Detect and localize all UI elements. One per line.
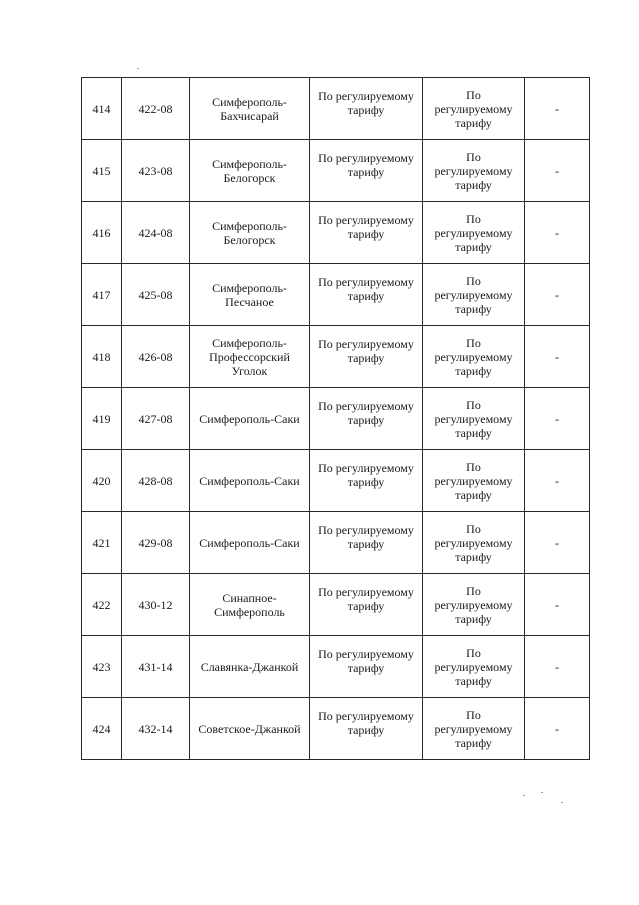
registration-number-cell: [122, 636, 190, 698]
dash-value: -: [555, 597, 559, 612]
tariff-type-line: По: [466, 645, 481, 660]
tariff-type-cell: [423, 78, 525, 140]
table-row: [82, 574, 590, 636]
extra-cell: [525, 326, 590, 388]
tariff-text: По регулируемому тарифу: [318, 88, 414, 117]
extra-cell: [525, 636, 590, 698]
table-row: [82, 636, 590, 698]
registration-number-cell: [122, 326, 190, 388]
extra-cell: [525, 264, 590, 326]
tariff-type-cell: [423, 636, 525, 698]
table-row: [82, 326, 590, 388]
tariff-type-line: тарифу: [455, 425, 492, 440]
route-name-line: Песчаное: [225, 294, 274, 309]
route-name-line: Белогорск: [223, 232, 276, 247]
tariff-type-line: тарифу: [455, 239, 492, 254]
extra-cell: [525, 140, 590, 202]
row-number: 419: [92, 411, 111, 426]
tariff-cell: [310, 202, 423, 264]
row-number: 416: [92, 225, 111, 240]
registration-number: 427-08: [138, 411, 173, 426]
row-number: 421: [92, 535, 111, 550]
tariff-type-line: регулируемому: [434, 411, 513, 426]
tariff-text: По регулируемому тарифу: [318, 274, 414, 303]
routes-table: [81, 77, 590, 760]
tariff-cell: [310, 264, 423, 326]
tariff-cell: [310, 326, 423, 388]
tariff-type-line: тарифу: [455, 487, 492, 502]
tariff-type-line: По: [466, 87, 481, 102]
registration-number: 430-12: [138, 597, 173, 612]
tariff-type-line: регулируемому: [434, 287, 513, 302]
tariff-cell: [310, 636, 423, 698]
table-row: [82, 698, 590, 760]
registration-number-cell: [122, 202, 190, 264]
extra-cell: [525, 512, 590, 574]
dash-value: -: [555, 163, 559, 178]
route-name-line: Славянка-Джанкой: [200, 659, 299, 674]
row-number-cell: [82, 512, 122, 574]
tariff-type-line: По: [466, 583, 481, 598]
route-name-line: Симферополь-: [212, 335, 287, 350]
row-number-cell: [82, 202, 122, 264]
dash-value: -: [555, 349, 559, 364]
row-number: 417: [92, 287, 111, 302]
route-name-line: Синапное-: [222, 590, 277, 605]
tariff-type-line: регулируемому: [434, 721, 513, 736]
route-name-cell: [190, 698, 310, 760]
route-name-line: Белогорск: [223, 170, 276, 185]
route-name-cell: [190, 388, 310, 450]
route-name-line: Симферополь: [214, 604, 285, 619]
tariff-type-cell: [423, 574, 525, 636]
tariff-type-line: тарифу: [455, 115, 492, 130]
tariff-type-line: регулируемому: [434, 535, 513, 550]
row-number-cell: [82, 78, 122, 140]
registration-number: 431-14: [138, 659, 173, 674]
extra-cell: [525, 698, 590, 760]
routes-table-body: [82, 78, 590, 760]
registration-number: 426-08: [138, 349, 173, 364]
tariff-cell: [310, 78, 423, 140]
scan-speck: [523, 795, 525, 796]
tariff-type-line: тарифу: [455, 363, 492, 378]
registration-number: 428-08: [138, 473, 173, 488]
route-name-cell: [190, 636, 310, 698]
tariff-text: По регулируемому тарифу: [318, 398, 414, 427]
tariff-type-cell: [423, 202, 525, 264]
route-name-cell: [190, 264, 310, 326]
tariff-text: По регулируемому тарифу: [318, 584, 414, 613]
dash-value: -: [555, 659, 559, 674]
registration-number: 423-08: [138, 163, 173, 178]
tariff-text: По регулируемому тарифу: [318, 336, 414, 365]
dash-value: -: [555, 287, 559, 302]
extra-cell: [525, 388, 590, 450]
row-number: 423: [92, 659, 111, 674]
registration-number-cell: [122, 698, 190, 760]
table-row: [82, 202, 590, 264]
route-name-cell: [190, 574, 310, 636]
tariff-type-line: регулируемому: [434, 163, 513, 178]
tariff-type-line: По: [466, 707, 481, 722]
tariff-type-cell: [423, 264, 525, 326]
tariff-type-cell: [423, 512, 525, 574]
tariff-type-line: тарифу: [455, 673, 492, 688]
registration-number: 432-14: [138, 721, 173, 736]
route-name-cell: [190, 326, 310, 388]
table-row: [82, 512, 590, 574]
route-name-line: Советское-Джанкой: [198, 721, 301, 736]
tariff-type-line: регулируемому: [434, 225, 513, 240]
tariff-type-line: регулируемому: [434, 659, 513, 674]
route-name-cell: [190, 512, 310, 574]
tariff-type-line: регулируемому: [434, 597, 513, 612]
scan-speck: [137, 68, 139, 69]
tariff-cell: [310, 140, 423, 202]
registration-number: 424-08: [138, 225, 173, 240]
registration-number-cell: [122, 388, 190, 450]
table-row: [82, 388, 590, 450]
row-number: 420: [92, 473, 111, 488]
tariff-type-line: регулируемому: [434, 101, 513, 116]
scan-speck: [561, 802, 563, 803]
table-row: [82, 140, 590, 202]
row-number-cell: [82, 264, 122, 326]
tariff-type-line: По: [466, 149, 481, 164]
route-name-line: Симферополь-: [212, 156, 287, 171]
tariff-type-line: По: [466, 459, 481, 474]
tariff-cell: [310, 450, 423, 512]
tariff-type-cell: [423, 140, 525, 202]
row-number-cell: [82, 574, 122, 636]
dash-value: -: [555, 225, 559, 240]
tariff-type-line: По: [466, 211, 481, 226]
registration-number-cell: [122, 140, 190, 202]
tariff-type-cell: [423, 450, 525, 512]
tariff-type-cell: [423, 388, 525, 450]
tariff-type-cell: [423, 326, 525, 388]
row-number: 424: [92, 721, 111, 736]
route-name-line: Симферополь-: [212, 280, 287, 295]
registration-number-cell: [122, 450, 190, 512]
dash-value: -: [555, 411, 559, 426]
tariff-type-line: По: [466, 397, 481, 412]
route-name-line: Уголок: [231, 363, 268, 378]
tariff-text: По регулируемому тарифу: [318, 522, 414, 551]
route-name-cell: [190, 202, 310, 264]
extra-cell: [525, 574, 590, 636]
route-name-line: Симферополь-Саки: [199, 411, 300, 426]
tariff-type-line: регулируемому: [434, 349, 513, 364]
tariff-text: По регулируемому тарифу: [318, 460, 414, 489]
tariff-type-line: тарифу: [455, 611, 492, 626]
dash-value: -: [555, 721, 559, 736]
tariff-cell: [310, 698, 423, 760]
registration-number-cell: [122, 78, 190, 140]
dash-value: -: [555, 535, 559, 550]
table-row: [82, 78, 590, 140]
row-number: 415: [92, 163, 111, 178]
route-name-line: Симферополь-: [212, 218, 287, 233]
extra-cell: [525, 78, 590, 140]
table-row: [82, 264, 590, 326]
route-name-line: Бахчисарай: [220, 108, 279, 123]
tariff-type-line: тарифу: [455, 177, 492, 192]
table-row: [82, 450, 590, 512]
dash-value: -: [555, 101, 559, 116]
row-number-cell: [82, 450, 122, 512]
tariff-cell: [310, 512, 423, 574]
scan-speck: [541, 792, 543, 793]
tariff-text: По регулируемому тарифу: [318, 212, 414, 241]
extra-cell: [525, 202, 590, 264]
route-name-line: Симферополь-: [212, 94, 287, 109]
route-name-cell: [190, 78, 310, 140]
route-name-line: Профессорский: [209, 349, 290, 364]
tariff-cell: [310, 388, 423, 450]
registration-number-cell: [122, 574, 190, 636]
route-name-cell: [190, 450, 310, 512]
registration-number-cell: [122, 264, 190, 326]
tariff-type-line: тарифу: [455, 735, 492, 750]
dash-value: -: [555, 473, 559, 488]
tariff-text: По регулируемому тарифу: [318, 150, 414, 179]
row-number: 418: [92, 349, 111, 364]
tariff-type-line: По: [466, 335, 481, 350]
registration-number-cell: [122, 512, 190, 574]
row-number-cell: [82, 636, 122, 698]
tariff-cell: [310, 574, 423, 636]
extra-cell: [525, 450, 590, 512]
tariff-type-line: тарифу: [455, 549, 492, 564]
row-number-cell: [82, 326, 122, 388]
route-name-cell: [190, 140, 310, 202]
tariff-text: По регулируемому тарифу: [318, 646, 414, 675]
tariff-type-line: По: [466, 273, 481, 288]
registration-number: 422-08: [138, 101, 173, 116]
tariff-type-line: тарифу: [455, 301, 492, 316]
row-number: 422: [92, 597, 111, 612]
tariff-type-line: регулируемому: [434, 473, 513, 488]
route-name-line: Симферополь-Саки: [199, 535, 300, 550]
tariff-type-line: По: [466, 521, 481, 536]
tariff-type-cell: [423, 698, 525, 760]
route-name-line: Симферополь-Саки: [199, 473, 300, 488]
row-number-cell: [82, 140, 122, 202]
row-number-cell: [82, 698, 122, 760]
registration-number: 429-08: [138, 535, 173, 550]
registration-number: 425-08: [138, 287, 173, 302]
row-number-cell: [82, 388, 122, 450]
row-number: 414: [92, 101, 111, 116]
tariff-text: По регулируемому тарифу: [318, 708, 414, 737]
